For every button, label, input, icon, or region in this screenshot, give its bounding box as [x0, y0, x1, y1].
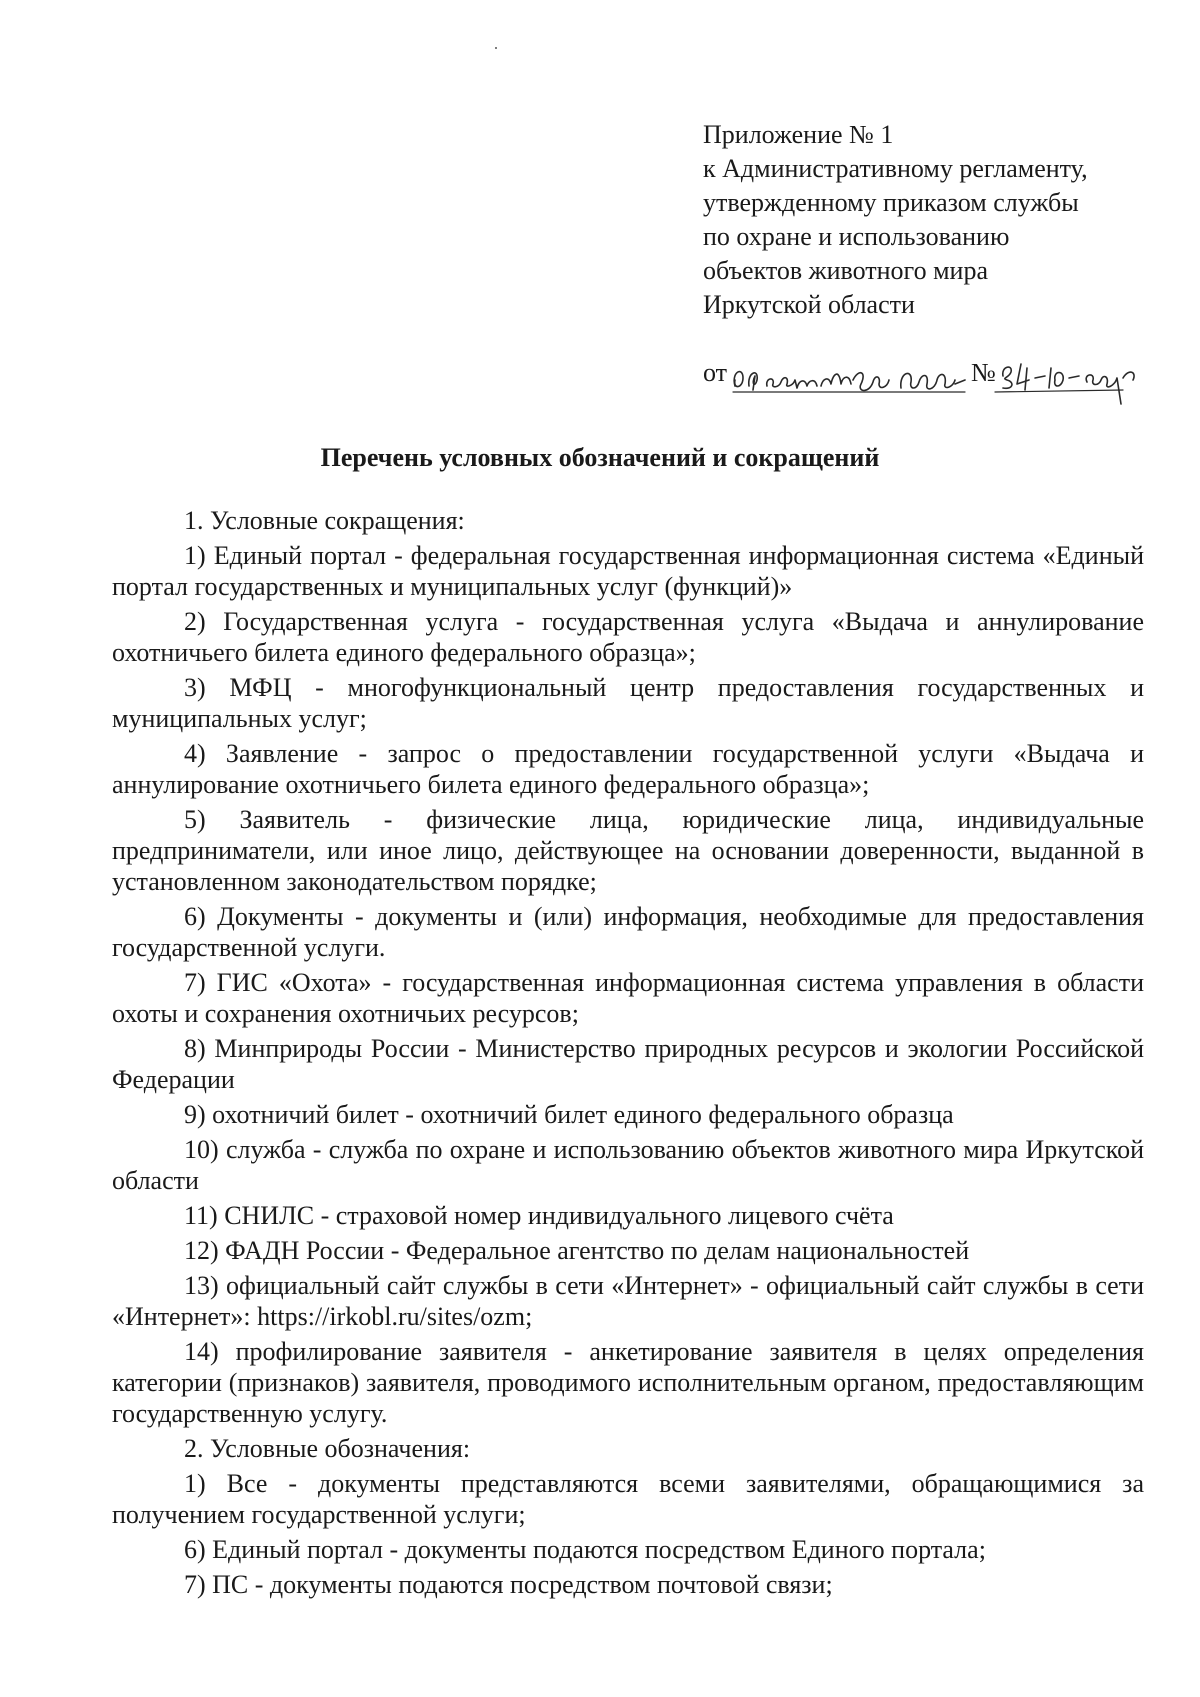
abbreviation-item: 12) ФАДН России - Федеральное агентство по делам национальностей	[184, 1236, 970, 1265]
appendix-line: Иркутской области	[703, 290, 915, 319]
document-title: Перечень условных обозначений и сокращений	[320, 443, 880, 472]
designation-item: 1) Все - документы представляются всеми заявителями, обращающимися за получением государственной услуги;	[112, 1469, 1144, 1529]
abbreviation-item: 5) Заявитель - физические лица, юридические лица, индивидуальные предприниматели, или иное лицо, действующее на основании доверенности, выданной в установленном законодательством порядке;	[112, 805, 1144, 896]
from-label: от	[703, 358, 728, 387]
abbreviation-item: 2) Государственная услуга - государственная услуга «Выдача и аннулирование охотничьего билета единого федерального образца»;	[112, 607, 1144, 667]
abbreviation-item: 3) МФЦ - многофункциональный центр предоставления государственных и муниципальных услуг;	[112, 673, 1144, 733]
appendix-line: к Административному регламенту,	[703, 154, 1088, 183]
order-date-number-line	[703, 350, 1173, 410]
abbreviation-item: 4) Заявление - запрос о предоставлении государственной услуги «Выдача и аннулирование охотничьего билета единого федерального образца»;	[112, 739, 1144, 799]
designation-item: 6) Единый портал - документы подаются посредством Единого портала;	[184, 1535, 986, 1564]
handwritten-date-and-number	[703, 350, 1173, 410]
number-label: №	[971, 358, 996, 387]
appendix-line: Приложение № 1	[703, 120, 894, 149]
abbreviation-item: 9) охотничий билет - охотничий билет единого федерального образца	[184, 1100, 954, 1129]
abbreviation-item: 14) профилирование заявителя - анкетирование заявителя в целях определения категории (признаков) заявителя, проводимого исполнительным органом, предоставляющим государственную услугу.	[112, 1337, 1144, 1428]
appendix-line: объектов животного мира	[703, 256, 988, 285]
section-heading-abbreviations: 1. Условные сокращения:	[184, 506, 465, 535]
abbreviation-item: 7) ГИС «Охота» - государственная информационная система управления в области охоты и сохранения охотничьих ресурсов;	[112, 968, 1144, 1028]
appendix-header	[703, 118, 1163, 322]
abbreviation-item: 1) Единый портал - федеральная государственная информационная система «Единый портал государственных и муниципальных услуг (функций)»	[112, 541, 1144, 601]
document-body	[112, 505, 1144, 1604]
appendix-line: утвержденному приказом службы	[703, 188, 1079, 217]
section-heading-designations: 2. Условные обозначения:	[184, 1434, 471, 1463]
abbreviation-item: 10) служба - служба по охране и использованию объектов животного мира Иркутской области	[112, 1135, 1144, 1195]
abbreviation-item: 13) официальный сайт службы в сети «Интернет» - официальный сайт службы в сети «Интернет»: https://irkobl.ru/sites/ozm;	[112, 1271, 1144, 1331]
designation-item: 7) ПС - документы подаются посредством почтовой связи;	[184, 1570, 833, 1599]
handwritten-date	[733, 372, 965, 392]
abbreviation-item: 6) Документы - документы и (или) информация, необходимые для предоставления государственной услуги.	[112, 902, 1144, 962]
handwritten-number	[995, 364, 1134, 404]
abbreviation-item: 8) Минприроды России - Министерство природных ресурсов и экологии Российской Федерации	[112, 1034, 1144, 1094]
scan-speck	[495, 47, 497, 49]
appendix-line: по охране и использованию	[703, 222, 1010, 251]
abbreviation-item: 11) СНИЛС - страховой номер индивидуального лицевого счёта	[184, 1201, 894, 1230]
